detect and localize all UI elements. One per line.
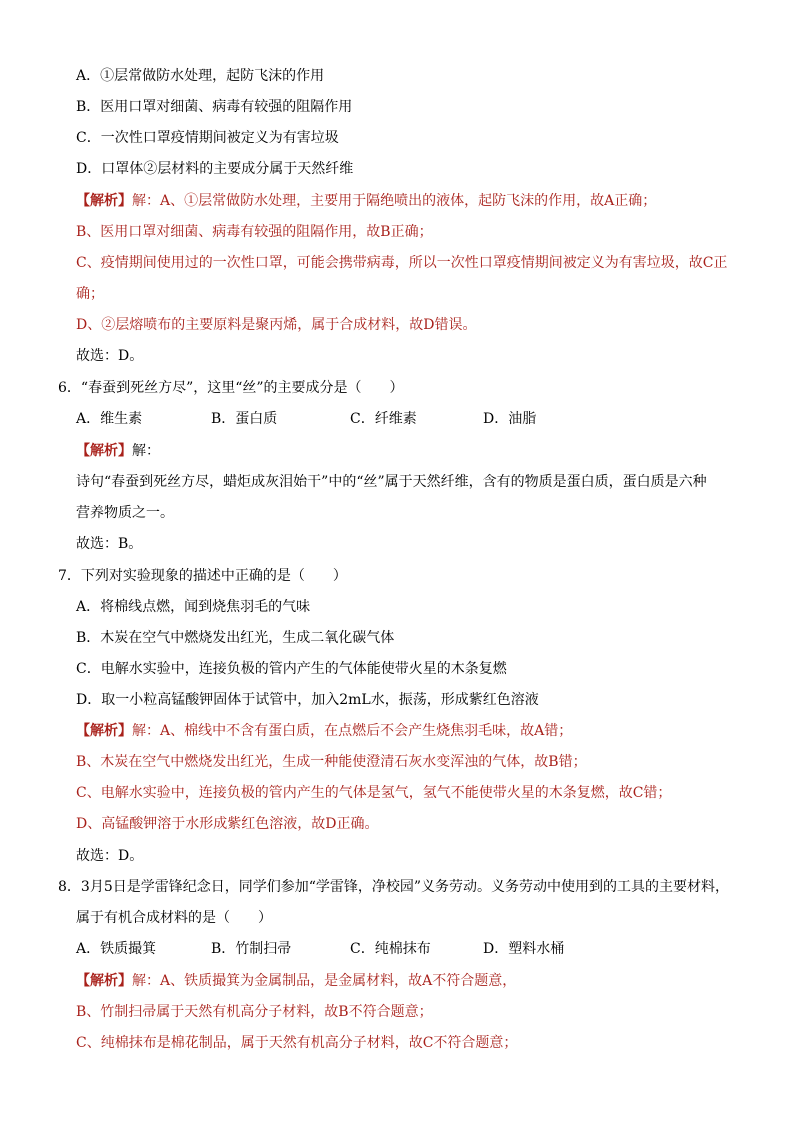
q5-analysis-line-5: D、②层熔喷布的主要原料是聚丙烯，属于合成材料，故D错误。 xyxy=(76,317,477,333)
q5-answer: 故选：D。 xyxy=(76,348,144,364)
q5-analysis-line-4: 确； xyxy=(76,286,104,302)
q8-analysis-line-3: C、纯棉抹布是棉花制品，属于天然有机高分子材料，故C不符合题意； xyxy=(76,1035,518,1051)
q5-option-a: A．①层常做防水处理，起防飞沫的作用 xyxy=(76,68,325,84)
q8-option-a: A．铁质撮箕 xyxy=(76,941,157,957)
q7-option-d: D．取一小粒高锰酸钾固体于试管中，加入2mL水，振荡，形成紫红色溶液 xyxy=(76,692,539,708)
q7-stem: 7．下列对实验现象的描述中正确的是（ ） xyxy=(58,568,347,584)
q5-analysis-line-1 xyxy=(76,191,656,211)
q8-analysis-line-2: B、竹制扫帚属于天然有机高分子材料，故B不符合题意； xyxy=(76,1004,433,1020)
q5-option-d: D．口罩体②层材料的主要成分属于天然纤维 xyxy=(76,161,354,177)
q6-option-a: A．维生素 xyxy=(76,411,143,427)
q5-analysis-tag: 【解析】 xyxy=(76,193,132,209)
q5-analysis-line-3: C、疫情期间使用过的一次性口罩，可能会携带病毒，所以一次性口罩疫情期间被定义为有害垃圾，故C正 xyxy=(76,255,728,271)
q6-analysis-head xyxy=(76,441,160,461)
q6-option-d: D．油脂 xyxy=(483,411,537,427)
q8-stem-line-2: 属于有机合成材料的是（ ） xyxy=(76,910,272,926)
q6-option-b: B．蛋白质 xyxy=(211,411,278,427)
q5-analysis-text-1: 解：A、①层常做防水处理，主要用于隔绝喷出的液体，起防飞沫的作用，故A正确； xyxy=(132,193,657,209)
q5-option-c: C．一次性口罩疫情期间被定义为有害垃圾 xyxy=(76,130,339,146)
q8-analysis-line-1 xyxy=(76,971,516,991)
q8-option-d: D．塑料水桶 xyxy=(483,941,565,957)
q8-option-b: B．竹制扫帚 xyxy=(211,941,292,957)
q7-analysis-text-1: 解：A、棉线中不含有蛋白质，在点燃后不会产生烧焦羽毛味，故A错； xyxy=(132,723,573,739)
q6-answer: 故选：B。 xyxy=(76,536,143,552)
q6-analysis-line-1: 诗句“春蚕到死丝方尽，蜡炬成灰泪始干”中的“丝”属于天然纤维，含有的物质是蛋白质，蛋白质是六种 xyxy=(76,474,707,490)
q8-stem-line-1: 8．3月5日是学雷锋纪念日，同学们参加“学雷锋，净校园”义务劳动。义务劳动中使用到的工具的主要材料， xyxy=(58,879,730,895)
q7-option-a: A．将棉线点燃，闻到烧焦羽毛的气味 xyxy=(76,599,311,615)
q6-analysis-head-text: 解： xyxy=(132,443,160,459)
q7-analysis-line-1 xyxy=(76,721,572,741)
q6-stem: 6．“春蚕到死丝方尽”，这里“丝”的主要成分是（ ） xyxy=(58,380,404,396)
q8-option-c: C．纯棉抹布 xyxy=(350,941,431,957)
q7-analysis-line-4: D、高锰酸钾溶于水形成紫红色溶液，故D正确。 xyxy=(76,816,379,832)
q7-answer: 故选：D。 xyxy=(76,848,144,864)
q7-analysis-tag: 【解析】 xyxy=(76,723,132,739)
q6-analysis-tag: 【解析】 xyxy=(76,443,132,459)
q6-analysis-line-2: 营养物质之一。 xyxy=(76,505,174,521)
q8-analysis-text-1: 解：A、铁质撮箕为金属制品，是金属材料，故A不符合题意， xyxy=(132,973,517,989)
q7-option-b: B．木炭在空气中燃烧发出红光，生成二氧化碳气体 xyxy=(76,630,395,646)
q7-analysis-line-3: C、电解水实验中，连接负极的管内产生的气体是氢气，氢气不能使带火星的木条复燃，故C错； xyxy=(76,785,672,801)
q6-option-c: C．纤维素 xyxy=(350,411,417,427)
q5-option-b: B．医用口罩对细菌、病毒有较强的阻隔作用 xyxy=(76,99,353,115)
q7-option-c: C．电解水实验中，连接负极的管内产生的气体能使带火星的木条复燃 xyxy=(76,661,507,677)
q8-analysis-tag: 【解析】 xyxy=(76,973,132,989)
q7-analysis-line-2: B、木炭在空气中燃烧发出红光，生成一种能使澄清石灰水变浑浊的气体，故B错； xyxy=(76,754,587,770)
q5-analysis-line-2: B、医用口罩对细菌、病毒有较强的阻隔作用，故B正确； xyxy=(76,224,433,240)
